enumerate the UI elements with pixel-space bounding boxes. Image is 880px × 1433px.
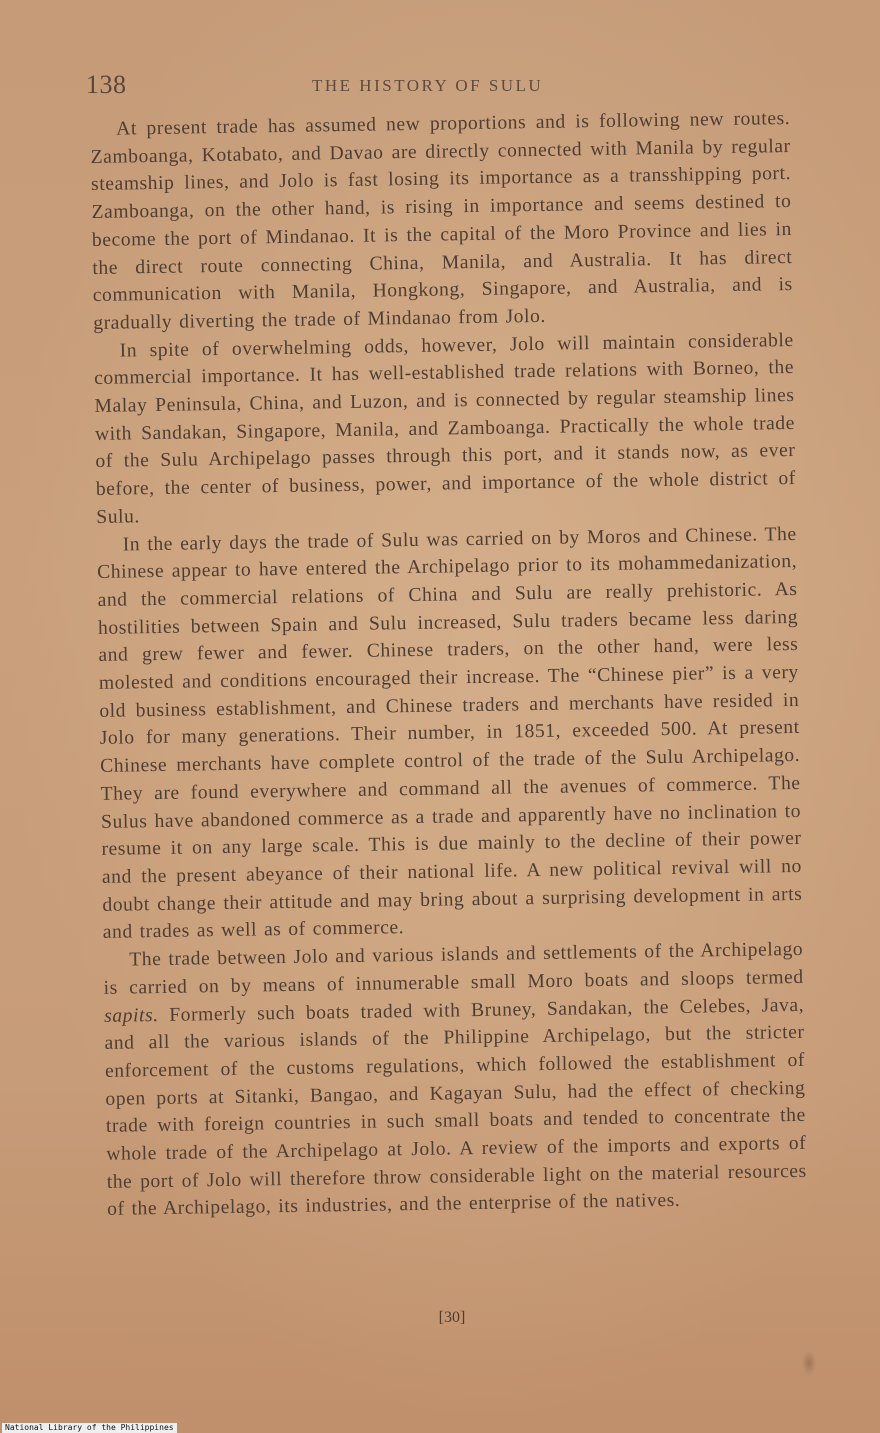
paragraph-3: In the early days the trade of Sulu was carried on by Moros and Chinese. The Chinese appear to have entered the Archipelago prior to its mohammedanization, and the commercial relations of China and Sulu are really prehistoric. As hostilities between Spain and Sulu increased, Sulu traders became less daring and grew fewer and fewer. Chinese traders, on the other hand, were less molested and conditions encouraged their increase. The “Chinese pier” is a very old business establishment, and Chinese traders and merchants have resided in Jolo for many generations. Their number, in 1851, exceeded 500. At present Chinese merchants have complete control of the trade of the Sulu Archipelago. They are found everywhere and command all the avenues of commerce. The Sulus have abandoned commerce as a trade and apparently have no inclination to resume it on any large scale. This is due mainly to the decline of their power and the present abeyance of their national life. A new political revival will no doubt change their attitude and may bring about a surprising development in arts and trades as well as of commerce. <box>97 523 803 944</box>
running-head <box>86 70 786 104</box>
body-text <box>90 105 807 1224</box>
italic-term-sapits: sapits. <box>103 1004 159 1027</box>
paragraph-1: At present trade has assumed new proportions and is following new routes. Zamboanga, Kotabato, and Davao are directly connected with Manila by regular steamship lines, and Jolo is fast losing its importance as a transshipping port. Zamboanga, on the other hand, is rising in importance and seems destined to become the port of Mindanao. It is the capital of the Moro Province and lies in the direct route connecting China, Manila, and Australia. It has direct communication with Manila, Hongkong, Singapore, and Australia, and is gradually diverting the trade of Mindanao from Jolo. <box>90 108 793 334</box>
folio-number: [30] <box>438 1309 466 1326</box>
library-credit: National Library of the Philippines <box>2 1423 177 1433</box>
paragraph-4 <box>103 936 807 1224</box>
paper-stain <box>802 1350 816 1376</box>
page-number: 138 <box>86 70 127 99</box>
book-title: THE HISTORY OF SULU <box>312 76 544 95</box>
folio <box>0 1307 880 1327</box>
paragraph-4-text-end: Formerly such boats traded with Bruney, Sandakan, the Celebes, Java, and all the various islands of the Philippine Archipelago, but the stricter enforcement of the customs regulations, which followed the establishment of open ports at Sitanki, Bangao, and Kagayan Sulu, had the effect of checking trade with foreign countries in such small boats and tended to concentrate the whole trade of the Archipelago at Jolo. A review of the imports and exports of the port of Jolo will therefore throw considerable light on the material resources of the Archipelago, its industries, and the enterprise of the natives. <box>104 994 807 1221</box>
paragraph-2: In spite of overwhelming odds, however, Jolo will maintain considerable commercial importance. It has well-established trade relations with Borneo, the Malay Peninsula, China, and Luzon, and is connected by regular steamship lines with Sandakan, Singapore, Manila, and Zamboanga. Practically the whole trade of the Sulu Archipelago passes through this port, and it stands now, as ever before, the center of business, power, and importance of the whole district of Sulu. <box>93 329 796 528</box>
paragraph-4-text-start: The trade between Jolo and various islands and settlements of the Archipelago is carried on by means of innumerable small Moro boats and sloops termed <box>103 938 804 999</box>
